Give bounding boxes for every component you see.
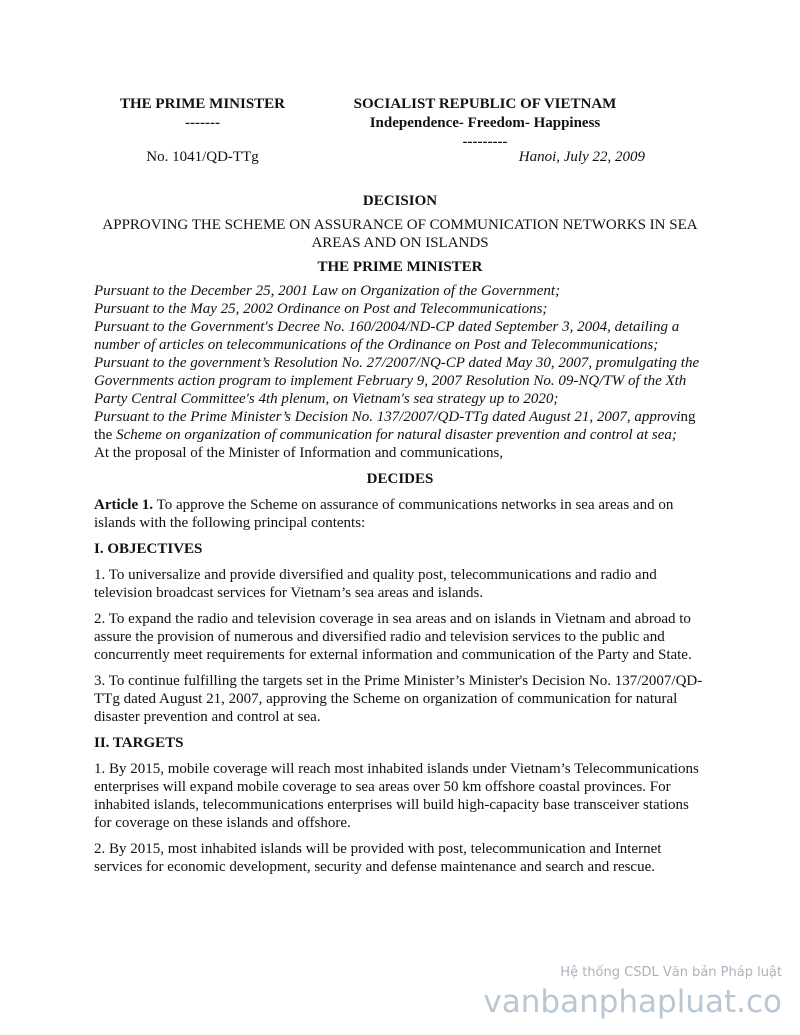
preamble-fragment: ng the [94, 409, 696, 443]
objective-item: 2. To expand the radio and television coverage in sea areas and on islands in Vietnam and abroad to assure the provision of numerous and diversified radio and television services to the public and concurrently meet requirements for external information and communication of the Party and State. [94, 611, 692, 663]
decision-subject: APPROVING THE SCHEME ON ASSURANCE OF COMMUNICATION NETWORKS IN SEA AREAS AND ON ISLANDS [102, 217, 698, 251]
objective-item: 1. To universalize and provide diversified and quality post, telecommunications and radio and television broadcast services for Vietnam’s sea areas and islands. [94, 567, 657, 601]
preamble-fragment: Scheme on organization of communication for natural disaster prevention and control at sea; [116, 427, 677, 443]
target-item: 2. By 2015, most inhabited islands will be provided with post, telecommunication and Internet services for economic development, security and defense maintenance and search and rescue. [94, 841, 662, 875]
motto-rule: --------- [462, 134, 508, 150]
issuer-rule: ------- [185, 115, 220, 131]
preamble [94, 282, 706, 462]
decides-heading: DECIDES [366, 471, 434, 487]
objective-item: 3. To continue fulfilling the targets set in the Prime Minister’s Minister's Decision No. 137/2007/QD-TTg dated August 21, 2007, approving the Scheme on organization of communication for natural disaster prevention and control at sea. [94, 673, 703, 725]
national-motto: Independence- Freedom- Happiness [369, 115, 601, 131]
article-1 [94, 496, 706, 532]
issuer-line: THE PRIME MINISTER [317, 259, 483, 275]
document-number: No. 1041/QD-TTg [146, 149, 259, 165]
place-date: Hanoi, July 22, 2009 [518, 149, 645, 165]
preamble-line: Pursuant to the May 25, 2002 Ordinance on Post and Telecommunications; [94, 301, 548, 317]
country-title: SOCIALIST REPUBLIC OF VIETNAM [353, 96, 617, 112]
targets-heading: II. TARGETS [94, 735, 184, 751]
preamble-line: Pursuant to the December 25, 2001 Law on Organization of the Government; [94, 283, 561, 299]
watermark-site: vanbanphapluat.co [483, 984, 782, 1020]
preamble-line: Pursuant to the Government's Decree No. 160/2004/ND-CP dated September 3, 2004, detailing a number of articles on telecommunications of the Ordinance on Post and Telecommunications; [94, 319, 680, 353]
watermark [483, 964, 782, 1022]
watermark-tagline: Hệ thống CSDL Văn bản Pháp luật [560, 965, 782, 980]
document-body [94, 192, 706, 876]
proposal-line: At the proposal of the Minister of Information and communications, [94, 445, 504, 461]
article-text: To approve the Scheme on assurance of communications networks in sea areas and on islands with the following principal contents: [94, 497, 674, 531]
issuer-header [100, 95, 305, 133]
national-header [335, 95, 635, 152]
target-item: 1. By 2015, mobile coverage will reach most inhabited islands under Vietnam’s Telecommunications enterprises will expand mobile coverage to sea areas over 50 km offshore coastal provinces. For inhabited islands, telecommunications enterprises will build high-capacity base transceiver stations for coverage on these islands and offshore. [94, 761, 699, 831]
article-label: Article 1. [94, 497, 154, 513]
issuer-title: THE PRIME MINISTER [119, 96, 286, 112]
preamble-line: Pursuant to the government’s Resolution No. 27/2007/NQ-CP dated May 30, 2007, promulgating the Governments action program to implement February 9, 2007 Resolution No. 09-NQ/TW of the Xth Party Central Committee's 4th plenum, on Vietnam's sea strategy up to 2020; [94, 355, 700, 407]
preamble-line [94, 408, 706, 444]
decision-title: DECISION [362, 193, 438, 209]
preamble-fragment: Pursuant to the Prime Minister’s Decision No. 137/2007/QD-TTg dated August 21, 2007, approvi [94, 409, 681, 425]
objectives-heading: I. OBJECTIVES [94, 541, 203, 557]
